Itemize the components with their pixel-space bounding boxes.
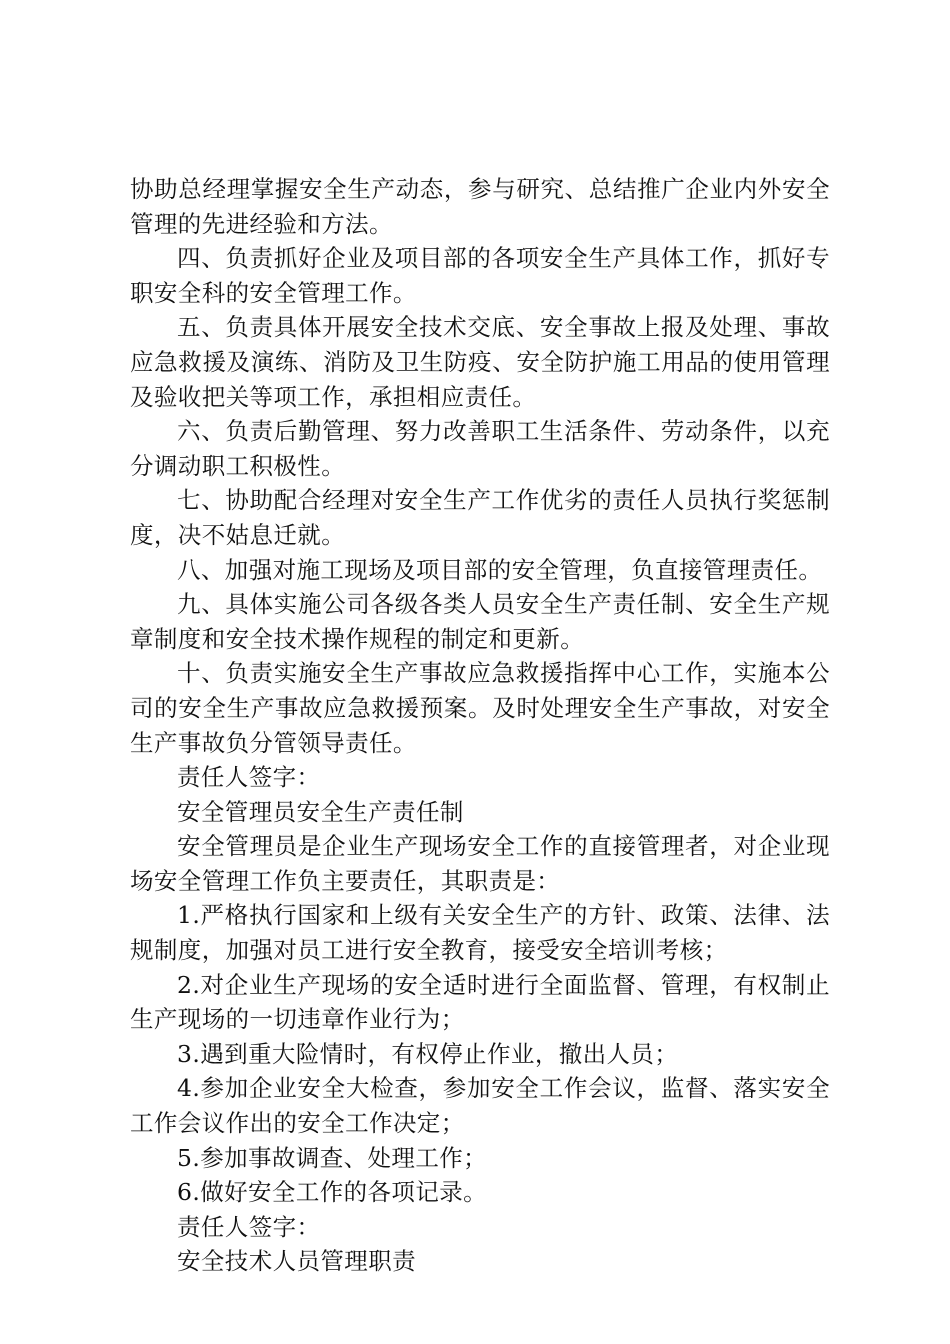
paragraph-intro-continuation: 协助总经理掌握安全生产动态，参与研究、总结推广企业内外安全管理的先进经验和方法。 — [130, 175, 830, 238]
duty-item-2: 2.对企业生产现场的安全适时进行全面监督、管理，有权制止生产现场的一切违章作业行为； — [130, 970, 830, 1034]
paragraph-item-7: 七、协助配合经理对安全生产工作优劣的责任人员执行奖惩制度，决不姑息迁就。 — [130, 486, 830, 549]
duty-item-1: 1.严格执行国家和上级有关安全生产的方针、政策、法律、法规制度，加强对员工进行安全教育，接受安全培训考核； — [130, 901, 830, 965]
duty-item-3: 3.遇到重大险情时，有权停止作业，撤出人员； — [177, 1039, 679, 1068]
document-body — [130, 172, 830, 1279]
duty-item-6: 6.做好安全工作的各项记录。 — [177, 1178, 488, 1207]
paragraph-item-6: 六、负责后勤管理、努力改善职工生活条件、劳动条件，以充分调动职工积极性。 — [130, 417, 830, 480]
duty-item-4: 4.参加企业安全大检查，参加安全工作会议，监督、落实安全工作会议作出的安全工作决定； — [130, 1074, 830, 1138]
paragraph-item-8: 八、加强对施工现场及项目部的安全管理，负直接管理责任。 — [177, 555, 823, 584]
signature-line: 责任人签字： — [177, 1212, 321, 1241]
paragraph-item-5: 五、负责具体开展安全技术交底、安全事故上报及处理、事故应急救援及演练、消防及卫生防疫、安全防护施工用品的使用管理及验收把关等项工作，承担相应责任。 — [130, 313, 830, 411]
paragraph-item-4: 四、负责抓好企业及项目部的各项安全生产具体工作，抓好专职安全科的安全管理工作。 — [130, 244, 830, 307]
paragraph-item-10: 十、负责实施安全生产事故应急救援指挥中心工作，实施本公司的安全生产事故应急救援预案。及时处理安全生产事故，对安全生产事故负分管领导责任。 — [130, 659, 830, 757]
signature-line: 责任人签字： — [177, 763, 321, 792]
section-heading-safety-officer: 安全管理员安全生产责任制 — [177, 797, 464, 826]
section-heading-technical-staff: 安全技术人员管理职责 — [177, 1247, 416, 1276]
duty-item-5: 5.参加事故调查、处理工作； — [177, 1143, 488, 1172]
paragraph-item-9: 九、具体实施公司各级各类人员安全生产责任制、安全生产规章制度和安全技术操作规程的制定和更新。 — [130, 590, 830, 653]
paragraph-safety-officer-intro: 安全管理员是企业生产现场安全工作的直接管理者，对企业现场安全管理工作负主要责任，其职责是： — [130, 832, 830, 895]
